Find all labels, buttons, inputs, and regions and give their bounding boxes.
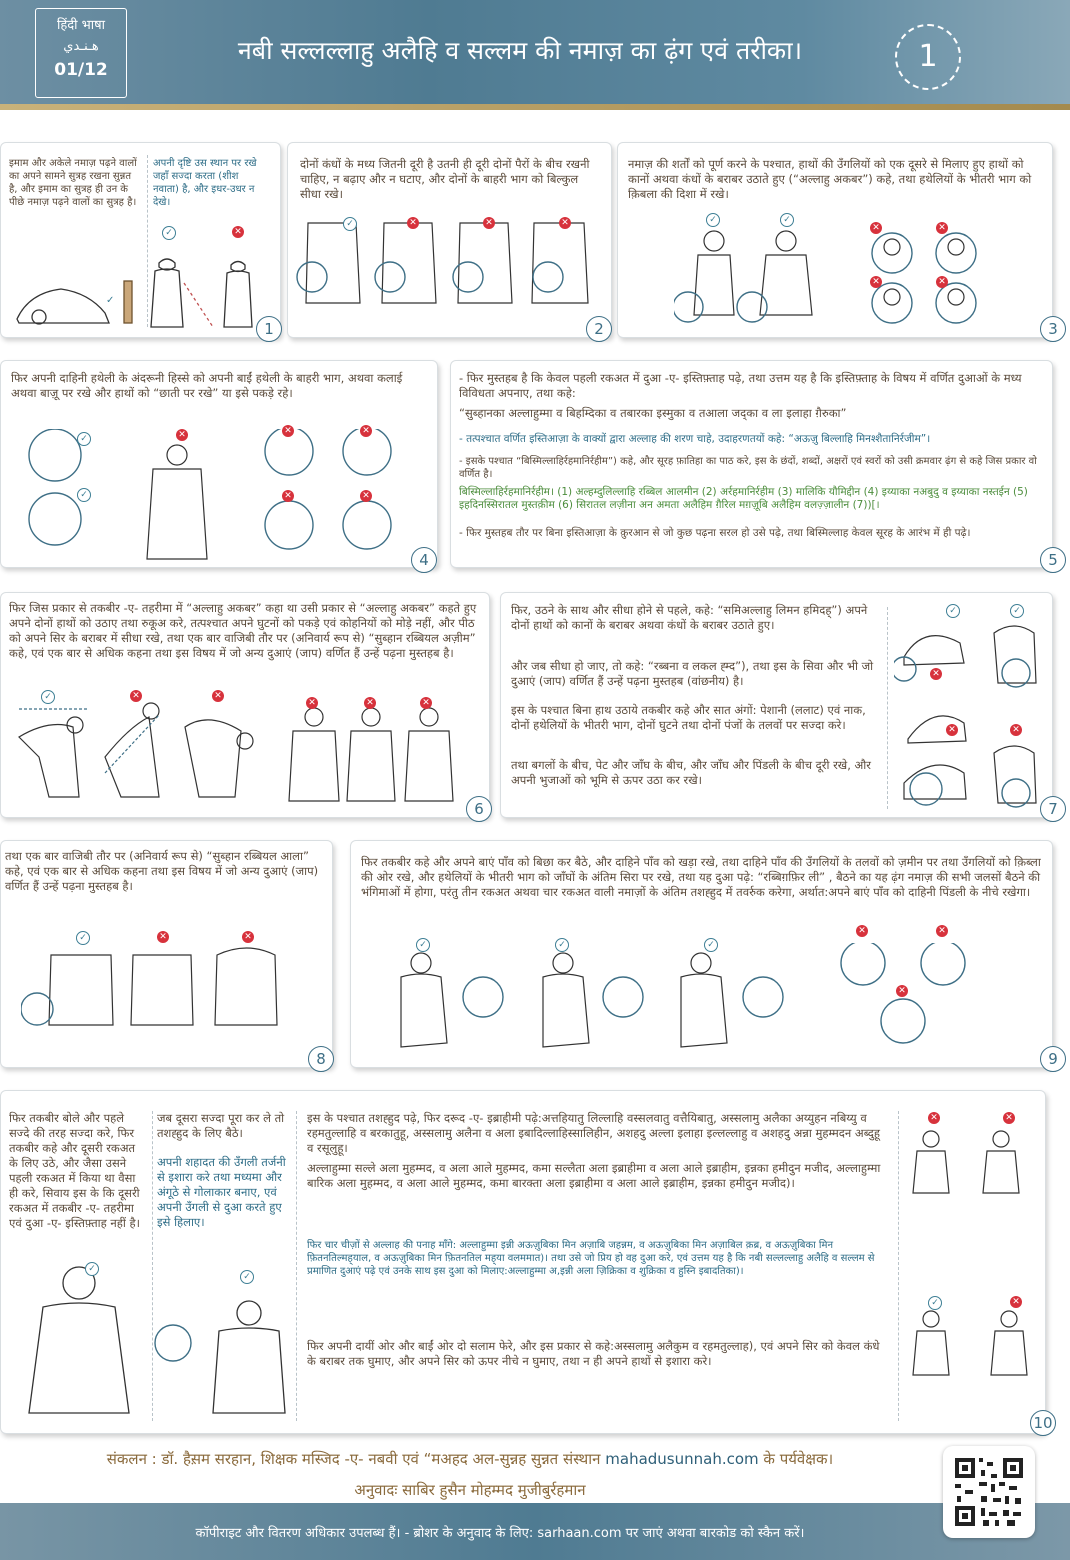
cross-icon: ✕ [483,217,495,229]
check-icon: ✓ [1010,604,1024,618]
check-icon: ✓ [162,226,176,240]
check-icon: ✓ [780,213,794,227]
step-5-text-subhanaka: “सुब्हानका अल्लाहुम्मा व बिहम्दिका व तबारका इस्मुका व तआला जद्‌का व ला इलाहा ग़ैरुका” [459,406,847,420]
cross-icon: ✕ [1010,724,1022,736]
step-7-text-spacing: तथा बगलों के बीच, पेट और जाँघ के बीच, और जाँघ और पिंडली के बीच दूरी रखे, और अपनी भुजाओं को भूमि से ऊपर उठा कर रखे। [511,758,871,787]
step-10-text-salam: फिर अपनी दायीं ओर और बाईं ओर दो सलाम फेरे, और इस प्रकार से कहे:अस्सलामु अलैकुम व रहमतुल्लाह), एवं अपने सिर को केवल कंधे के बराबर तक घुमाए, और अपने सिर को ऊपर नीचे न घुमाए, तथा न ही अपने हाथों से इशारा करे। [307,1339,880,1368]
cross-icon: ✕ [360,425,372,437]
page-title: नबी सल्लल्लाहु अलैहि व सल्लम की नमाज़ का ढ़ंग एवं तरीका। [237,36,803,65]
language-badge [35,8,127,98]
step-5-text-fatiha: बिस्मिल्लाहिर्रहमानिर्रहीम। (1) अल्हम्दुलिल्लाहि रब्बिल आलमीन (2) अर्रहमानिर्रहीम (3) मालिकि यौमिद्दीन (4) इय्याका नअबुदु व इय्याका नस्तईन (5) इहदिनस्सिरातल मुस्तक़ीम (6) सिरातल लज़ीना अन अमता अलैहिम ग़ैरिल मग़ज़ूबि अलैहिम वलज़्ज़ालीन (7))[। [459,486,1028,511]
check-icon: ✓ [416,938,430,952]
svg-text:✓: ✓ [106,295,115,306]
step-panel-3 [617,142,1053,338]
check-icon: ✓ [704,938,718,952]
step-5-text-quran: - फिर मुस्तहब तौर पर बिना इस्तिआज़ा के क़ुरआन से जो कुछ पढ़ना सरल हो उसे पढ़े, तथा बिस्मिल्लाह केवल सूरह के आरंभ में ही पढ़े। [459,527,971,539]
step-5-text-istiaza: - तत्पश्चात वर्णित इस्तिआज़ा के वाक्यों द्वारा अल्लाह की शरण चाहे, उदाहरणतयों कहे: “अऊज़ु बिल्लाहि मिनश्शैतानिर्रजीम”। [459,433,931,445]
check-icon: ✓ [76,931,90,945]
check-icon: ✓ [343,217,357,231]
step-9-text-jalsa: फिर तकबीर कहे और अपने बाएं पाँव को बिछा कर बैठे, और दाहिने पाँव को खड़ा रखे, तथा दाहिने पाँव की उँगलियों के तलवों को ज़मीन पर तथा उँगलियों को क़िब्ला की ओर रखे, और हथेलियों के भीतरी भाग को जाँघों के अंतिम सिरा पर रखे, तथा यह दुआ पढ़े: “रब्बिग़फ़िर ली” , बैठने का यह ढ़ंग नमाज़ की सभी जलसों बैठने की भंगिमाओं में होगा, परंतु तीन रकअत अथवा चार रकअत वाली नमाज़ों के अंतिम तशह्हुद में तवर्रुक करेगा, अर्थात:अपने बाएं पाँव को दाहिनी पिंडली के नीचे रखेगा। [361,855,1041,899]
step-10-text-four-refuge: फिर चार चीज़ों से अल्लाह की पनाह माँगे: अल्लाहुम्मा इन्नी अऊज़ुबिका मिन अज़ाबि जहन्नम, व अऊज़ुबिका मिन अज़ाबिल क़ब्र, व अऊज़ुबिका मिन फ़ितनतिल्मह्‌याल, व अऊज़ुबिका मिन फ़ितनतिल मह्‌या वलममात)। तथा उसे जो प्रिय हो वह दुआ करे, एवं उत्तम यह है कि नबी सल्लल्लाहु अलैहि व सल्लम से प्रमाणित दुआएं पढ़े एवं उनके साथ इस दुआ को मिलाए:अल्लाहुम्मा अ,इन्नी अला ज़िक्रिका व शुक्रिका व हुस्नि इबादतिका)। [307,1240,875,1277]
check-icon: ✓ [928,1296,942,1310]
step-panel-1 [0,142,281,338]
step-panel-8 [0,840,333,1068]
footer-copyright: कॉपीराइट और वितरण अधिकार उपलब्ध हैं। - ब्रोशर के अनुवाद के लिए: sarhaan.com पर जाएं अथवा बारकोड को स्कैन करें। [195,1526,805,1541]
translator-credit: अनुवादः साबिर हुसैन मोहम्मद मुजीबुर्रहमान [354,1481,586,1499]
cross-icon: ✕ [242,931,254,943]
step-panel-2 [287,142,612,338]
step-number-10: 10 [1030,1410,1056,1436]
step-panel-4 [0,360,438,568]
page-counter: 01/12 [54,60,108,80]
bowing-illustration [9,697,479,813]
check-icon: ✓ [77,488,91,502]
raising-hands-illustration [674,225,1034,333]
step-7-text-rabbana: और जब सीधा हो जाए, तो कहे: “रब्बना व लकल ह्म्द”), तथा इस के सिवा और भी जो दुआएं (जाप) वर्णित हैं उन्हें पढ़ना मुस्तहब (वांछनीय) है। [511,659,874,688]
step-7-text-sajda: इस के पश्चात बिना हाथ उठाये तकबीर कहे और सात अंगों: पेशानी (ललाट) एवं नाक, दोनों हथेलियों के भीतरी भाग, दोनों घुटने तथा दोनों पंजों के तलवों पर सज्दा करे। [511,703,866,732]
step-8-text-subhana-rabbiyal-ala: तथा एक बार वाजिबी तौर पर (अनिवार्य रूप से) “सुब्हान रब्बियल आला” कहे, एवं एक बार से अधिक कहना तथा इस विषय में जो अन्य दुआएं (जाप) वर्णित हैं उन्हें पढ़ना मुस्तहब है। [5,849,319,893]
step-10-text-durood: अल्लाहुम्मा सल्ले अला मुहम्मद, व अला आले मुहम्मद, कमा सल्लैता अला इब्राहीमा व अला आले इब्राहीम, इन्नका हमीदुन मजीद, अल्लाहुम्मा बारिक अला मुहम्मद, व अला आले मुहम्मद, कमा बारक्ता अला इब्राहीमा व अला आले इब्राहीम, इन्नका हमीदुन मजीद)। [307,1161,881,1190]
cross-icon: ✕ [212,690,224,702]
cross-icon: ✕ [282,425,294,437]
language-label-arabic: هـنـدي [63,39,99,54]
cross-icon: ✕ [360,490,372,502]
check-icon: ✓ [41,690,55,704]
step-number-5: 5 [1040,547,1066,573]
sutrah-illustration [9,223,274,333]
step-number-9: 9 [1040,1046,1066,1072]
check-icon: ✓ [555,938,569,952]
step-number-7: 7 [1040,796,1066,822]
tashahhud-figure-illustration [13,1263,293,1427]
check-icon: ✓ [85,1262,99,1276]
cross-icon: ✕ [232,226,244,238]
cross-icon: ✕ [946,724,958,736]
qr-code-icon[interactable] [943,1446,1035,1538]
sajda-feet-illustration [21,945,287,1039]
step-number-2: 2 [586,316,612,342]
compiler-credit [0,1449,940,1469]
check-icon: ✓ [77,432,91,446]
cross-icon: ✕ [407,217,419,229]
step-number-1: 1 [256,316,282,342]
step-panel-6 [0,592,490,818]
step-7-text-rising: फिर, उठने के साथ और सीधा होने से पहले, कहे: “समिअल्लाहु लिमन हमिदह्”) अपने दोनों हाथों को कानों के बराबर अथवा कंधों के बराबर उठाते हुए। [511,603,868,632]
step-number-3: 3 [1040,316,1066,342]
cross-icon: ✕ [936,222,948,234]
cross-icon: ✕ [936,276,948,288]
step-10-text-tashahhud-sit: जब दूसरा सज्दा पूरा कर ले तो तशह्हुद के लिए बैठे। [157,1111,285,1140]
cross-icon: ✕ [364,697,376,709]
cross-icon: ✕ [896,985,908,997]
cross-icon: ✕ [928,1112,940,1124]
cross-icon: ✕ [420,697,432,709]
page-number-badge: 1 [895,24,961,90]
sitting-illustration [391,943,991,1059]
compiler-credit-suffix: के पर्यवेक्षक। [763,1450,834,1468]
step-6-text-ruku: फिर जिस प्रकार से तकबीर -ए- तहरीमा में “अल्लाहु अकबर” कहा था उसी प्रकार से “अल्लाहु अकबर” कहते हुए अपने दोनों हाथों को उठाए तथा रुकूअ करे, तत्पश्चात अपने घुटनों को पकड़े एवं कोहनियों को मोड़े नहीं, और पीठ को अपने सिर के बराबर में सीधा रखे, तथा एक बार वाजिबी तौर पर (अनिवार्य रूप से) “सुब्हान रब्बियल अज़ीम” कहे, एवं एक बार से अधिक कहना तथा इस विषय में जो अन्य दुआएं (जाप) वर्णित हैं उन्हें पढ़ना मुस्तहब है। [9,601,477,660]
step-1-text-sutrah: इमाम और अकेले नमाज़ पढ़ने वालों का अपने सामने सुत्रह रखना सुन्नत है, और इमाम का सुत्रह ही उन के पीछे नमाज़ पढ़ने वालों का सुत्रह है। [9,158,137,208]
check-icon: ✓ [706,213,720,227]
check-icon: ✓ [946,604,960,618]
cross-icon: ✕ [936,925,948,937]
feet-spacing-illustration [294,213,606,331]
step-10-text-second-rakah: फिर तकबीर बोले और पहले सज्दे की तरह सज्दा करे, फिर तकबीर कहे और दूसरी रकअत के लिए उठे, और जैसा उसने पहली रकअत में किया था वैसा ही करे, सिवाय इस के कि दूसरी रकअत में तकबीर -ए- तहरीमा एवं दुआ -ए- इस्तिफ़्ताह नहीं है। [9,1111,140,1230]
cross-icon: ✕ [1003,1112,1015,1124]
step-panel-7 [500,592,1053,818]
cross-icon: ✕ [559,217,571,229]
step-number-6: 6 [466,796,492,822]
step-5-text-istiftah: - फिर मुस्तहब है कि केवल पहली रकअत में दुआ -ए- इस्तिफ़्ताह पढ़े, तथा उत्तम यह है कि इस्तिफ़्ताह के विषय में वर्णित दुआओं के मध्य विविधता अपनाए, तथा कहे: [459,371,1022,400]
step-panel-10 [0,1090,1046,1434]
cross-icon: ✕ [157,931,169,943]
cross-icon: ✕ [856,925,868,937]
salam-illustration [909,1113,1039,1407]
cross-icon: ✕ [930,668,942,680]
cross-icon: ✕ [176,429,188,441]
language-label-hindi: हिंदी भाषा [56,18,106,33]
step-5-text-bismillah: - इसके पश्चात “बिस्मिल्लाहिर्रहमानिर्रहीम”) कहे, और सूरह फ़ातिहा का पाठ करे, इस के छंदों, शब्दों, अक्षरों एवं स्वरों को उसी क्रमवार ढ़ंग से कहे जिस प्रकार वो वर्णित है। [459,456,1037,480]
step-4-text-hands-on-chest: फिर अपनी दाहिनी हथेली के अंदरूनी हिस्से को अपनी बाईं हथेली के बाहरी भाग, अथवा कलाई अथवा बाज़ू पर रखे और हाथों को “छाती पर रखे” या इसे पकड़े रहे। [11,371,403,400]
cross-icon: ✕ [1010,1296,1022,1308]
cross-icon: ✕ [870,222,882,234]
cross-icon: ✕ [130,690,142,702]
step-number-8: 8 [308,1046,334,1072]
step-1-text-gaze: अपनी दृष्टि उस स्थान पर रखे जहाँ सज्दा करता (शीश नवाता) है, और इधर-उधर न देखे। [153,158,257,208]
cross-icon: ✕ [282,490,294,502]
step-2-text-feet-distance: दोनों कंधों के मध्य जितनी दूरी है उतनी ही दूरी दोनों पैरों के बीच रखनी चाहिए, न बढ़ाए और न घटाए, और दोनों के बाहरी भाग को बिल्कुल सीधा रखे। [300,157,590,201]
mahadusunnah-link[interactable]: mahadusunnah.com [605,1450,759,1468]
compiler-credit-text: संकलन : डॉ. हैस़म सरहान, शिक्षक मस्जिद -ए- नबवी एवं “मअहद अल-सुन्नह सुन्नत संस्थान [106,1450,601,1468]
step-10-text-finger: अपनी शहादत की उँगली तर्जनी से इशारा करे तथा मध्यमा और अंगूठे से गोलाकार बनाए, एवं अपनी उँगली से दुआ करते हुए इसे हिलाए। [157,1155,286,1229]
cross-icon: ✕ [870,276,882,288]
prostration-illustration [894,613,1052,809]
step-10-text-attahiyat: इस के पश्चात तशह्हुद पढ़े, फिर दरूद -ए- इब्राहीमी पढ़े:अत्तहियातु लिल्लाहि वस्सलवातु वत्तैयिबातु, अस्सलामु अलैका अय्युहन नबिय्यु व रहमतुल्लाहि व बरकातुहू, अस्सलामु अलैना व अला इबादिल्लाहिस्सालिहीन, अशहदु अल्ला इलाहा इल्लल्लाहु व अशहदु अन्ना मुहम्मदन अब्दुहू व रसूलुहू। [307,1111,880,1155]
step-panel-9 [350,840,1053,1068]
step-3-text-takbir: नमाज़ की शर्तों को पूर्ण करने के पश्चात, हाथों की उँगलियों को एक दूसरे से मिलाए हुए हाथों को कानों अथवा कंधों के बराबर उठाते हुए (“अल्लाहु अकबर”) कहे, तथा हथेलियों के भीतरी भाग को क़िबला की दिशा में रखे। [628,157,1032,201]
check-icon: ✓ [240,1270,254,1284]
step-number-4: 4 [411,547,437,573]
cross-icon: ✕ [306,697,318,709]
step-panel-5 [450,360,1053,568]
